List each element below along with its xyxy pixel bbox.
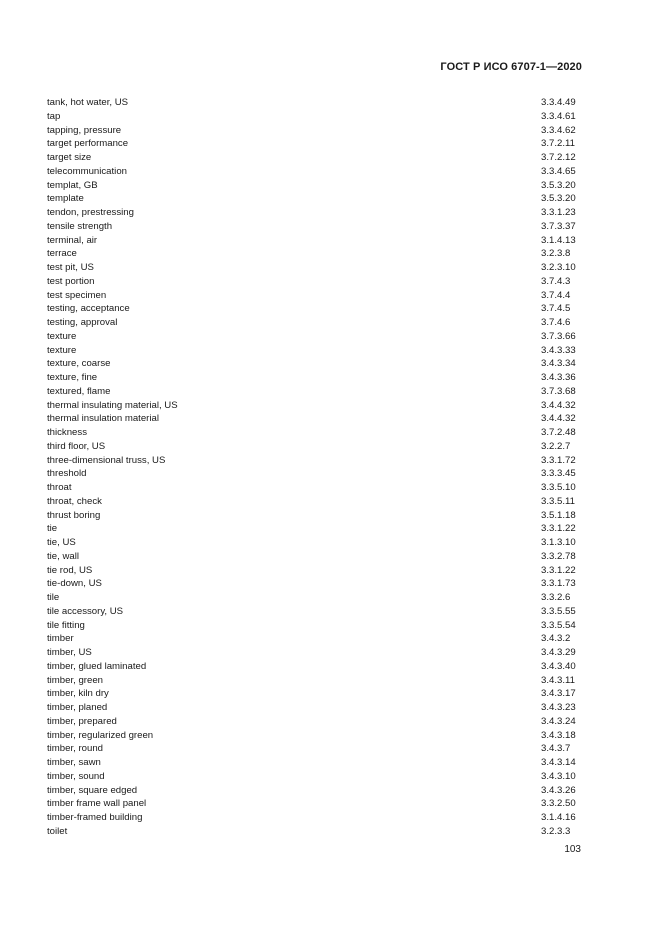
index-reference-number: 3.3.5.11 (541, 495, 575, 507)
index-term: tensile strength (47, 220, 113, 232)
index-entry (47, 302, 578, 316)
index-term: test portion (47, 275, 95, 287)
index-reference-number: 3.5.1.18 (541, 509, 576, 521)
index-entry (47, 495, 578, 509)
index-entry (47, 605, 578, 619)
term-index-list (47, 96, 578, 839)
index-entry (47, 756, 578, 770)
index-term: thermal insulating material, US (47, 399, 178, 411)
index-term: terminal, air (47, 234, 98, 246)
index-term: tie, wall (47, 550, 79, 562)
index-reference-number: 3.3.5.54 (541, 619, 576, 631)
index-reference-number: 3.4.3.18 (541, 729, 576, 741)
index-reference-number: 3.5.3.20 (541, 193, 576, 205)
index-entry (47, 784, 578, 798)
index-entry (47, 619, 578, 633)
index-entry (47, 564, 578, 578)
index-entry (47, 344, 578, 358)
index-entry (47, 247, 578, 261)
index-term: tendon, prestressing (47, 207, 134, 218)
index-reference-number: 3.3.3.45 (541, 468, 576, 480)
index-reference-number: 3.4.3.33 (541, 344, 576, 356)
index-entry (47, 275, 578, 289)
index-entry (47, 179, 578, 193)
index-entry (47, 481, 578, 495)
index-entry (47, 715, 578, 729)
index-term: threshold (47, 468, 87, 480)
page-header-standard: ГОСТ Р ИСО 6707-1—2020 (440, 61, 582, 73)
index-term: tile (47, 592, 60, 603)
index-reference-number: 3.1.3.10 (541, 537, 576, 548)
index-reference-number: 3.7.4.6 (541, 317, 571, 328)
index-entry (47, 729, 578, 743)
index-term: throat (47, 482, 72, 493)
index-reference-number: 3.7.2.11 (541, 138, 575, 150)
index-term: timber, square edged (47, 784, 138, 796)
index-entry (47, 742, 578, 756)
index-term: texture (47, 344, 77, 356)
index-term: timber, kiln dry (47, 688, 109, 700)
index-reference-number: 3.7.3.68 (541, 385, 576, 397)
index-term: timber, green (47, 674, 103, 686)
index-term: timber, sawn (47, 757, 101, 768)
index-reference-number: 3.3.2.78 (541, 550, 576, 562)
index-reference-number: 3.4.3.17 (541, 688, 576, 700)
index-entry (47, 467, 578, 481)
index-reference-number: 3.4.3.36 (541, 372, 576, 383)
index-term: target size (47, 152, 92, 163)
index-entry (47, 165, 578, 179)
index-reference-number: 3.7.4.5 (541, 303, 571, 315)
index-entry (47, 220, 578, 234)
index-reference-number: 3.7.2.12 (541, 152, 576, 163)
index-entry (47, 316, 578, 330)
index-term: timber, planed (47, 702, 108, 713)
index-reference-number: 3.3.4.61 (541, 110, 576, 122)
index-reference-number: 3.3.1.23 (541, 207, 576, 218)
index-term: texture, coarse (47, 358, 111, 370)
index-term: throat, check (47, 495, 102, 507)
index-term: tie rod, US (47, 564, 93, 576)
index-term: timber frame wall panel (47, 798, 147, 810)
index-term: templat, GB (47, 179, 98, 191)
index-reference-number: 3.4.3.11 (541, 674, 575, 686)
index-entry (47, 206, 578, 220)
index-reference-number: 3.7.3.66 (541, 330, 576, 342)
index-reference-number: 3.3.1.72 (541, 454, 576, 466)
index-reference-number: 3.4.3.29 (541, 647, 576, 658)
index-entry (47, 536, 578, 550)
index-term: tank, hot water, US (47, 97, 129, 108)
index-reference-number: 3.4.3.2 (541, 633, 571, 645)
index-entry (47, 825, 578, 839)
index-entry (47, 522, 578, 536)
index-entry (47, 399, 578, 413)
index-term: testing, approval (47, 317, 118, 328)
index-reference-number: 3.1.4.13 (541, 234, 576, 246)
index-term: timber, glued laminated (47, 660, 147, 672)
index-reference-number: 3.4.3.7 (541, 743, 571, 755)
page-number: 103 (564, 844, 581, 855)
index-reference-number: 3.3.2.6 (541, 592, 571, 603)
index-reference-number: 3.4.3.26 (541, 784, 576, 796)
index-term: tile fitting (47, 619, 85, 631)
index-reference-number: 3.2.3.10 (541, 262, 576, 273)
index-entry (47, 357, 578, 371)
index-term: timber, prepared (47, 715, 117, 727)
index-entry (47, 674, 578, 688)
index-term: texture (47, 330, 77, 342)
index-reference-number: 3.4.3.24 (541, 715, 576, 727)
index-term: toilet (47, 825, 68, 837)
index-entry (47, 261, 578, 275)
index-entry (47, 770, 578, 784)
index-reference-number: 3.4.3.23 (541, 702, 576, 713)
index-reference-number: 3.3.5.55 (541, 605, 576, 617)
index-entry (47, 660, 578, 674)
index-entry (47, 96, 578, 110)
index-reference-number: 3.5.3.20 (541, 179, 576, 191)
index-reference-number: 3.3.1.22 (541, 564, 576, 576)
index-term: test specimen (47, 289, 107, 301)
index-term: third floor, US (47, 440, 106, 452)
index-entry (47, 811, 578, 825)
index-reference-number: 3.7.4.3 (541, 275, 571, 287)
index-term: thickness (47, 427, 87, 438)
index-entry (47, 412, 578, 426)
index-reference-number: 3.4.3.34 (541, 358, 576, 370)
index-term: timber-framed building (47, 812, 143, 823)
index-reference-number: 3.7.4.4 (541, 289, 571, 301)
index-reference-number: 3.4.3.14 (541, 757, 576, 768)
index-reference-number: 3.4.3.10 (541, 770, 576, 782)
index-term: timber, sound (47, 770, 105, 782)
index-reference-number: 3.7.2.48 (541, 427, 576, 438)
index-reference-number: 3.2.2.7 (541, 440, 571, 452)
index-entry (47, 137, 578, 151)
index-term: timber, regularized green (47, 729, 154, 741)
index-reference-number: 3.3.1.22 (541, 523, 576, 535)
index-entry (47, 234, 578, 248)
index-term: testing, acceptance (47, 303, 130, 315)
index-reference-number: 3.3.4.62 (541, 124, 576, 136)
index-reference-number: 3.3.5.10 (541, 482, 576, 493)
index-entry (47, 124, 578, 138)
index-entry (47, 454, 578, 468)
index-reference-number: 3.3.4.65 (541, 165, 576, 177)
index-entry (47, 426, 578, 440)
index-entry (47, 440, 578, 454)
index-entry (47, 192, 578, 206)
index-entry (47, 371, 578, 385)
index-entry (47, 797, 578, 811)
index-term: tie (47, 523, 58, 535)
index-reference-number: 3.2.3.8 (541, 248, 571, 260)
index-term: tie, US (47, 537, 76, 548)
index-term: thermal insulation material (47, 413, 159, 425)
index-entry (47, 509, 578, 523)
index-term: template (47, 193, 84, 205)
index-term: tapping, pressure (47, 124, 122, 136)
index-term: timber, round (47, 743, 103, 755)
index-reference-number: 3.3.1.73 (541, 578, 576, 590)
index-term: texture, fine (47, 372, 98, 383)
index-entry (47, 577, 578, 591)
index-term: tap (47, 110, 61, 122)
index-entry (47, 110, 578, 124)
index-reference-number: 3.7.3.37 (541, 220, 576, 232)
index-term: tie-down, US (47, 578, 102, 590)
index-reference-number: 3.3.2.50 (541, 798, 576, 810)
index-reference-number: 3.3.4.49 (541, 97, 576, 108)
index-reference-number: 3.4.4.32 (541, 399, 576, 411)
index-reference-number: 3.4.4.32 (541, 413, 576, 425)
index-entry (47, 151, 578, 165)
index-entry (47, 632, 578, 646)
index-entry (47, 701, 578, 715)
index-entry (47, 330, 578, 344)
index-term: telecommunication (47, 165, 127, 177)
index-term: thrust boring (47, 509, 101, 521)
index-entry (47, 646, 578, 660)
index-term: three-dimensional truss, US (47, 454, 166, 466)
index-term: target performance (47, 138, 129, 150)
index-entry (47, 591, 578, 605)
index-term: test pit, US (47, 262, 94, 273)
index-reference-number: 3.4.3.40 (541, 660, 576, 672)
index-entry (47, 385, 578, 399)
index-entry (47, 550, 578, 564)
index-reference-number: 3.1.4.16 (541, 812, 576, 823)
index-reference-number: 3.2.3.3 (541, 825, 571, 837)
index-term: tile accessory, US (47, 605, 124, 617)
index-entry (47, 687, 578, 701)
index-term: timber, US (47, 647, 92, 658)
index-term: terrace (47, 248, 77, 260)
index-entry (47, 289, 578, 303)
index-term: textured, flame (47, 385, 111, 397)
index-term: timber (47, 633, 74, 645)
